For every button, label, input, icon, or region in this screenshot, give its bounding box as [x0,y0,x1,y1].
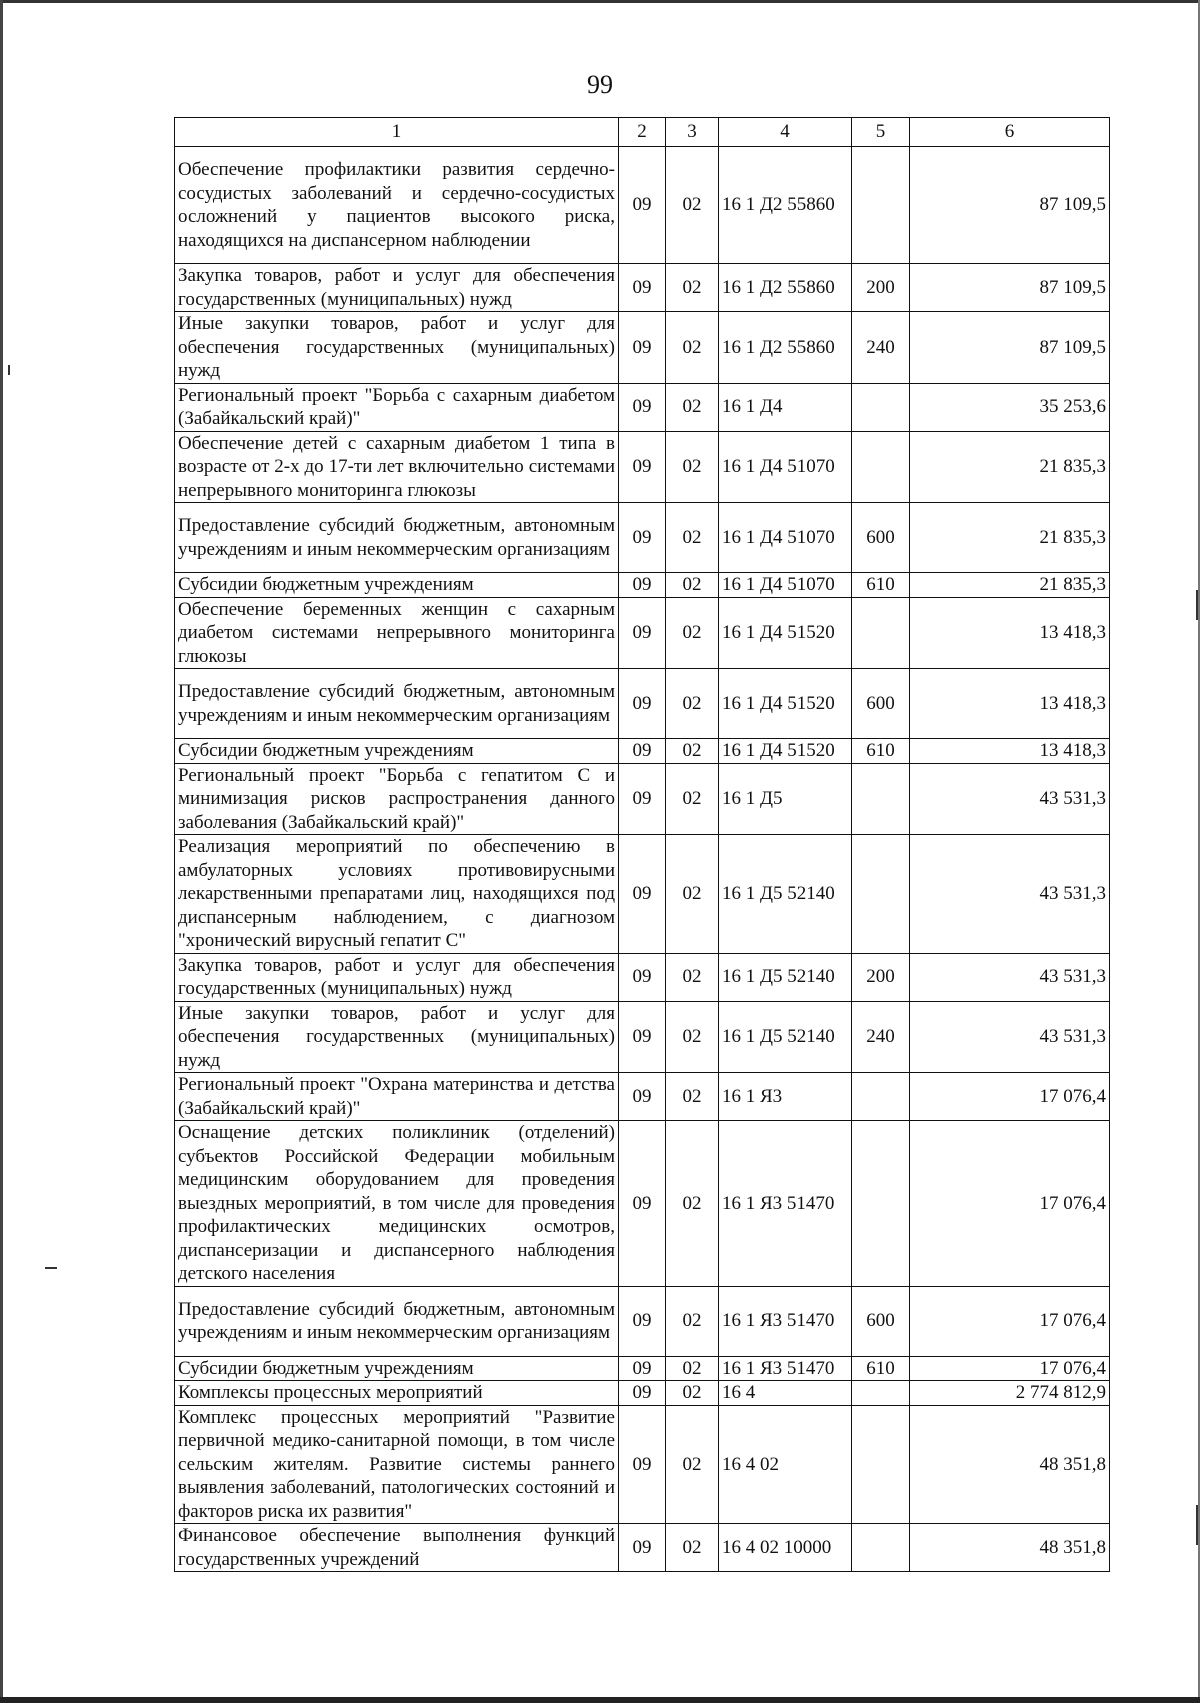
table-row [175,312,1110,384]
row-target-code: 16 1 Д2 55860 [719,264,852,312]
row-subsection: 02 [666,835,719,954]
table-row [175,669,1110,739]
row-expense-type [852,597,910,669]
row-subsection: 02 [666,1405,719,1524]
row-subsection: 02 [666,431,719,503]
row-subsection: 02 [666,1121,719,1287]
row-section: 09 [619,763,666,835]
row-amount: 87 109,5 [910,147,1110,264]
row-section: 09 [619,383,666,431]
row-amount: 21 835,3 [910,573,1110,598]
budget-table [174,117,1110,1572]
table-body [175,147,1110,1572]
row-section: 09 [619,597,666,669]
row-expense-type [852,835,910,954]
row-expense-type [852,1405,910,1524]
row-expense-type: 600 [852,503,910,573]
header-col-6: 6 [910,118,1110,147]
row-expense-type [852,383,910,431]
row-section: 09 [619,739,666,764]
row-section: 09 [619,1405,666,1524]
row-name: Предоставление субсидий бюджетным, автономным учреждениям и иным некоммерческим организациям [175,1286,619,1356]
row-expense-type: 610 [852,1356,910,1381]
table-row [175,739,1110,764]
table-row [175,835,1110,954]
row-target-code: 16 4 02 10000 [719,1524,852,1572]
row-name: Региональный проект "Борьба с сахарным диабетом (Забайкальский край)" [175,383,619,431]
row-target-code: 16 1 Д4 51520 [719,597,852,669]
table-row [175,1001,1110,1073]
row-amount: 13 418,3 [910,669,1110,739]
row-expense-type [852,763,910,835]
row-target-code: 16 1 Д5 52140 [719,1001,852,1073]
row-subsection: 02 [666,1073,719,1121]
header-col-2: 2 [619,118,666,147]
row-amount: 87 109,5 [910,264,1110,312]
row-expense-type [852,1121,910,1287]
row-amount: 43 531,3 [910,835,1110,954]
row-amount: 48 351,8 [910,1524,1110,1572]
row-name: Закупка товаров, работ и услуг для обеспечения государственных (муниципальных) нужд [175,264,619,312]
row-target-code: 16 1 Д2 55860 [719,312,852,384]
row-target-code: 16 1 Д5 52140 [719,953,852,1001]
row-amount: 21 835,3 [910,431,1110,503]
row-section: 09 [619,1121,666,1287]
row-target-code: 16 4 [719,1381,852,1406]
row-name: Закупка товаров, работ и услуг для обеспечения государственных (муниципальных) нужд [175,953,619,1001]
row-target-code: 16 1 Д4 [719,383,852,431]
table-row [175,1524,1110,1572]
row-subsection: 02 [666,1381,719,1406]
row-section: 09 [619,1073,666,1121]
row-expense-type: 200 [852,264,910,312]
row-name: Обеспечение детей с сахарным диабетом 1 типа в возрасте от 2-х до 17-ти лет включительно системами непрерывного мониторинга глюкозы [175,431,619,503]
table-row [175,763,1110,835]
row-expense-type [852,1073,910,1121]
row-name: Предоставление субсидий бюджетным, автономным учреждениям и иным некоммерческим организациям [175,503,619,573]
row-amount: 43 531,3 [910,953,1110,1001]
table-row [175,1073,1110,1121]
row-section: 09 [619,953,666,1001]
table-row [175,1356,1110,1381]
row-subsection: 02 [666,1286,719,1356]
row-subsection: 02 [666,1001,719,1073]
table-row [175,573,1110,598]
row-section: 09 [619,1381,666,1406]
header-col-1: 1 [175,118,619,147]
row-name: Финансовое обеспечение выполнения функций государственных учреждений [175,1524,619,1572]
row-subsection: 02 [666,597,719,669]
row-subsection: 02 [666,383,719,431]
row-amount: 48 351,8 [910,1405,1110,1524]
row-amount: 87 109,5 [910,312,1110,384]
row-amount: 17 076,4 [910,1286,1110,1356]
row-target-code: 16 1 Д5 [719,763,852,835]
row-target-code: 16 1 Д4 51070 [719,431,852,503]
row-amount: 17 076,4 [910,1073,1110,1121]
scan-border-bottom [0,1697,1200,1703]
row-name: Субсидии бюджетным учреждениям [175,739,619,764]
row-name: Предоставление субсидий бюджетным, автономным учреждениям и иным некоммерческим организациям [175,669,619,739]
row-section: 09 [619,1286,666,1356]
row-expense-type: 200 [852,953,910,1001]
scan-border-top [0,0,1200,3]
row-expense-type: 240 [852,312,910,384]
row-name: Региональный проект "Борьба с гепатитом С и минимизация рисков распространения данного заболевания (Забайкальский край)" [175,763,619,835]
row-subsection: 02 [666,953,719,1001]
row-section: 09 [619,669,666,739]
row-subsection: 02 [666,503,719,573]
table-row [175,147,1110,264]
table-row [175,1381,1110,1406]
table-row [175,1121,1110,1287]
row-target-code: 16 1 Д4 51520 [719,739,852,764]
row-name: Иные закупки товаров, работ и услуг для обеспечения государственных (муниципальных) нужд [175,312,619,384]
row-subsection: 02 [666,1356,719,1381]
header-row [175,118,1110,147]
row-name: Иные закупки товаров, работ и услуг для обеспечения государственных (муниципальных) нужд [175,1001,619,1073]
header-col-4: 4 [719,118,852,147]
row-target-code: 16 1 Д4 51070 [719,503,852,573]
row-section: 09 [619,312,666,384]
row-name: Комплексы процессных мероприятий [175,1381,619,1406]
table-row [175,1405,1110,1524]
row-section: 09 [619,835,666,954]
row-amount: 17 076,4 [910,1356,1110,1381]
table-row [175,431,1110,503]
row-section: 09 [619,503,666,573]
row-target-code: 16 1 Я3 51470 [719,1286,852,1356]
row-name: Обеспечение беременных женщин с сахарным диабетом системами непрерывного мониторинга глюкозы [175,597,619,669]
row-amount: 17 076,4 [910,1121,1110,1287]
page-number: 99 [587,70,613,99]
header-col-3: 3 [666,118,719,147]
row-expense-type: 240 [852,1001,910,1073]
row-amount: 21 835,3 [910,503,1110,573]
row-expense-type: 600 [852,1286,910,1356]
row-name: Субсидии бюджетным учреждениям [175,1356,619,1381]
row-name: Региональный проект "Охрана материнства и детства (Забайкальский край)" [175,1073,619,1121]
row-section: 09 [619,1001,666,1073]
header-col-5: 5 [852,118,910,147]
row-name: Субсидии бюджетным учреждениям [175,573,619,598]
row-amount: 35 253,6 [910,383,1110,431]
row-subsection: 02 [666,147,719,264]
row-subsection: 02 [666,739,719,764]
row-amount: 13 418,3 [910,597,1110,669]
row-name: Обеспечение профилактики развития сердечно-сосудистых заболеваний и сердечно-сосудистых осложнений у пациентов высокого риска, находящихся на диспансерном наблюдении [175,147,619,264]
row-expense-type [852,431,910,503]
row-subsection: 02 [666,1524,719,1572]
row-expense-type [852,1381,910,1406]
row-expense-type [852,147,910,264]
row-amount: 43 531,3 [910,763,1110,835]
row-name: Оснащение детских поликлиник (отделений) субъектов Российской Федерации мобильным медицинским оборудованием для проведения выездных мероприятий, в том числе для проведения профилактических медицинских осмотров, диспансеризации и диспансерного наблюдения детского населения [175,1121,619,1287]
scan-mark [1196,590,1198,620]
row-target-code: 16 4 02 [719,1405,852,1524]
row-name: Реализация мероприятий по обеспечению в амбулаторных условиях противовирусными лекарственными препаратами лиц, находящихся под диспансерным наблюдением, с диагнозом "хронический вирусный гепатит С" [175,835,619,954]
table-row [175,383,1110,431]
row-amount: 2 774 812,9 [910,1381,1110,1406]
row-target-code: 16 1 Д4 51520 [719,669,852,739]
row-section: 09 [619,1356,666,1381]
row-section: 09 [619,147,666,264]
row-subsection: 02 [666,264,719,312]
row-expense-type: 610 [852,739,910,764]
row-amount: 13 418,3 [910,739,1110,764]
row-section: 09 [619,573,666,598]
row-subsection: 02 [666,669,719,739]
scan-mark [45,1267,57,1269]
row-expense-type [852,1524,910,1572]
scan-mark [8,365,10,375]
row-expense-type: 600 [852,669,910,739]
table-row [175,1286,1110,1356]
table-row [175,597,1110,669]
row-subsection: 02 [666,573,719,598]
row-section: 09 [619,1524,666,1572]
row-target-code: 16 1 Д2 55860 [719,147,852,264]
table-header [175,118,1110,147]
scan-border-left [0,0,3,1703]
row-target-code: 16 1 Я3 51470 [719,1356,852,1381]
scan-mark [1196,1505,1198,1545]
row-target-code: 16 1 Д5 52140 [719,835,852,954]
row-amount: 43 531,3 [910,1001,1110,1073]
row-subsection: 02 [666,763,719,835]
row-subsection: 02 [666,312,719,384]
table-row [175,953,1110,1001]
row-section: 09 [619,431,666,503]
row-target-code: 16 1 Д4 51070 [719,573,852,598]
row-target-code: 16 1 Я3 51470 [719,1121,852,1287]
row-name: Комплекс процессных мероприятий "Развитие первичной медико-санитарной помощи, в том числе сельским жителям. Развитие системы раннего выявления заболеваний, патологических состояний и факторов риска их развития" [175,1405,619,1524]
row-section: 09 [619,264,666,312]
row-target-code: 16 1 Я3 [719,1073,852,1121]
table-row [175,264,1110,312]
table-row [175,503,1110,573]
row-expense-type: 610 [852,573,910,598]
